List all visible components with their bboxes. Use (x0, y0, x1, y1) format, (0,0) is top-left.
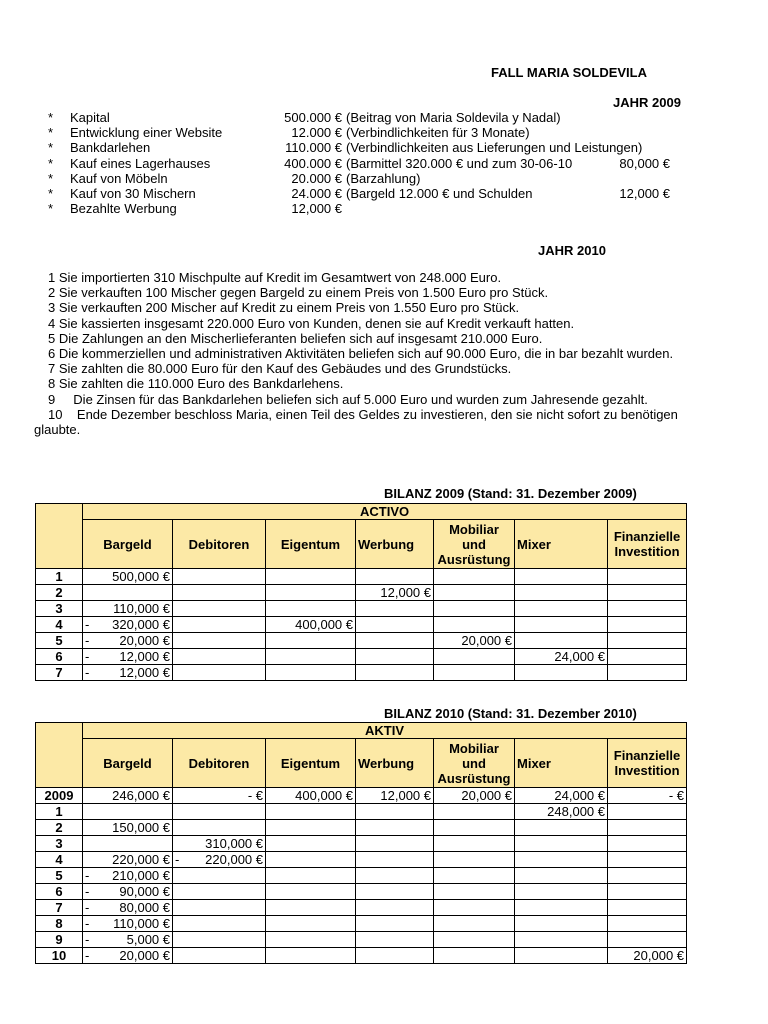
minus-sign: - (85, 868, 90, 883)
row-label: 1 (36, 804, 83, 820)
value-cell (434, 948, 515, 964)
value-cell (434, 868, 515, 884)
cell-value: 110,000 € (113, 916, 170, 931)
minus-sign: - (85, 916, 90, 931)
value-cell (83, 649, 173, 665)
column-header: Werbung (356, 520, 434, 569)
value-cell (83, 617, 173, 633)
item-amount: 20.000 € (291, 170, 342, 186)
cell-value: 20,000 € (461, 788, 512, 803)
cell-value: 150,000 € (112, 820, 170, 835)
item-note: (Verbindlichkeiten für 3 Monate) (346, 125, 530, 141)
minus-sign: - (85, 633, 90, 648)
item-amount: 110.000 € (285, 140, 342, 156)
value-cell (608, 932, 687, 948)
cell-value: 90,000 € (119, 884, 170, 899)
value-cell (83, 601, 173, 617)
item-amount: 12,000 € (291, 201, 342, 217)
column-header: Finanzielle Investition (608, 520, 687, 569)
bilanz-2009-caption: BILANZ 2009 (Stand: 31. Dezember 2009) (384, 486, 637, 501)
item-2009-row (0, 201, 768, 216)
value-cell (515, 884, 608, 900)
column-header: Bargeld (83, 739, 173, 788)
value-cell (434, 788, 515, 804)
value-cell (83, 884, 173, 900)
table-row (36, 601, 687, 617)
value-cell (356, 852, 434, 868)
value-cell (83, 569, 173, 585)
value-cell (608, 649, 687, 665)
cell-value: 320,000 € (112, 617, 170, 632)
item-2009-row (0, 171, 768, 186)
value-cell (356, 836, 434, 852)
event-2010-item: 8 Sie zahlten die 110.000 Euro des Bankdarlehens. (48, 376, 344, 392)
cell-value: 220,000 € (205, 852, 263, 867)
table-row (36, 836, 687, 852)
value-cell (173, 788, 266, 804)
value-cell (266, 617, 356, 633)
cell-value: 210,000 € (112, 868, 170, 883)
value-cell (515, 569, 608, 585)
item-bullet: * (48, 185, 54, 201)
value-cell (83, 932, 173, 948)
cell-value: 20,000 € (461, 633, 512, 648)
value-cell (434, 665, 515, 681)
event-2010-item: 5 Die Zahlungen an den Mischerlieferanten beliefen sich auf insgesamt 210.000 Euro. (48, 330, 543, 346)
value-cell (515, 868, 608, 884)
cell-value: 20,000 € (119, 633, 170, 648)
event-2010-item: 7 Sie zahlten die 80.000 Euro für den Kauf des Gebäudes und des Grundstücks. (48, 361, 512, 377)
item-label: Bankdarlehen (70, 140, 151, 156)
item-extra: 80,000 € (619, 155, 670, 171)
table-row (36, 633, 687, 649)
cell-value: 500,000 € (112, 569, 170, 584)
row-label: 6 (36, 884, 83, 900)
value-cell (515, 820, 608, 836)
item-note: (Barzahlung) (346, 170, 421, 186)
value-cell (83, 868, 173, 884)
cell-value: 24,000 € (554, 649, 605, 664)
value-cell (173, 633, 266, 649)
document-title: FALL MARIA SOLDEVILA (491, 65, 647, 80)
value-cell (83, 836, 173, 852)
column-header: Mixer (515, 520, 608, 569)
table-row (36, 649, 687, 665)
value-cell (434, 884, 515, 900)
row-label: 9 (36, 932, 83, 948)
bilanz-2010-table (35, 722, 687, 964)
item-note: (Verbindlichkeiten aus Lieferungen und Leistungen) (346, 140, 643, 156)
value-cell (515, 788, 608, 804)
column-header: Eigentum (266, 739, 356, 788)
value-cell (515, 900, 608, 916)
event-2010-item: 4 Sie kassierten insgesamt 220.000 Euro von Kunden, denen sie auf Kredit verkauft hatten. (48, 315, 575, 331)
value-cell (266, 649, 356, 665)
cell-value: 5,000 € (126, 932, 170, 947)
value-cell (608, 900, 687, 916)
item-amount: 12.000 € (291, 125, 342, 141)
cell-value: 220,000 € (112, 852, 170, 867)
item-2009-row (0, 110, 768, 125)
value-cell (266, 633, 356, 649)
minus-sign: - (85, 665, 90, 680)
minus-sign: - (85, 649, 90, 664)
table-row (36, 585, 687, 601)
cell-value: 248,000 € (547, 804, 605, 819)
value-cell (515, 601, 608, 617)
events-2010-list (34, 270, 724, 437)
value-cell (608, 948, 687, 964)
value-cell (83, 916, 173, 932)
value-cell (434, 820, 515, 836)
cell-value: 400,000 € (295, 617, 353, 632)
value-cell (434, 900, 515, 916)
row-label: 3 (36, 836, 83, 852)
value-cell (608, 884, 687, 900)
value-cell (515, 804, 608, 820)
item-2009-row (0, 125, 768, 140)
item-note: (Barmittel 320.000 € und zum 30-06-10 (346, 155, 573, 171)
table-row (36, 804, 687, 820)
cell-value: 12,000 € (119, 649, 170, 664)
value-cell (266, 788, 356, 804)
value-cell (608, 665, 687, 681)
value-cell (608, 836, 687, 852)
row-label: 1 (36, 569, 83, 585)
value-cell (266, 585, 356, 601)
value-cell (356, 868, 434, 884)
value-cell (266, 569, 356, 585)
column-header: Debitoren (173, 739, 266, 788)
event-2010-item: 10 Ende Dezember beschloss Maria, einen Teil des Geldes zu investieren, den sie nicht sofort zu benötigen glaubte. (34, 406, 682, 438)
value-cell (173, 884, 266, 900)
row-label: 10 (36, 948, 83, 964)
cell-value: 12,000 € (119, 665, 170, 680)
row-label: 6 (36, 649, 83, 665)
value-cell (266, 868, 356, 884)
column-header: Werbung (356, 739, 434, 788)
table-row (36, 884, 687, 900)
value-cell (356, 585, 434, 601)
value-cell (434, 852, 515, 868)
column-header-row (36, 739, 687, 788)
value-cell (173, 804, 266, 820)
value-cell (173, 585, 266, 601)
row-label: 2 (36, 820, 83, 836)
item-note: (Bargeld 12.000 € und Schulden (346, 185, 533, 201)
row-label: 3 (36, 601, 83, 617)
value-cell (515, 649, 608, 665)
value-cell (434, 617, 515, 633)
value-cell (83, 804, 173, 820)
row-label: 8 (36, 916, 83, 932)
value-cell (356, 948, 434, 964)
value-cell (356, 569, 434, 585)
value-cell (515, 836, 608, 852)
item-2009-row (0, 156, 768, 171)
value-cell (173, 948, 266, 964)
group-header-row (36, 504, 687, 520)
value-cell (266, 916, 356, 932)
value-cell (356, 788, 434, 804)
value-cell (515, 633, 608, 649)
value-cell (515, 852, 608, 868)
event-2010-item: 1 Sie importierten 310 Mischpulte auf Kredit im Gesamtwert von 248.000 Euro. (48, 270, 502, 285)
value-cell (608, 569, 687, 585)
value-cell (515, 617, 608, 633)
table-row (36, 820, 687, 836)
value-cell (434, 569, 515, 585)
value-cell (515, 948, 608, 964)
value-cell (173, 601, 266, 617)
item-label: Kapital (70, 110, 110, 125)
value-cell (173, 916, 266, 932)
table-row (36, 916, 687, 932)
item-label: Kauf von 30 Mischern (70, 185, 196, 201)
items-2009-list (0, 110, 768, 216)
column-header: Debitoren (173, 520, 266, 569)
value-cell (434, 932, 515, 948)
item-note: (Beitrag von Maria Soldevila y Nadal) (346, 110, 561, 125)
value-cell (608, 633, 687, 649)
item-amount: 24.000 € (291, 185, 342, 201)
column-header: Mobiliar und Ausrüstung (434, 520, 515, 569)
group-header: ACTIVO (83, 504, 687, 520)
value-cell (434, 585, 515, 601)
cell-value: 20,000 € (633, 948, 685, 963)
value-cell (83, 852, 173, 868)
column-header: Mobiliar und Ausrüstung (434, 739, 515, 788)
value-cell (515, 916, 608, 932)
minus-sign: - (85, 884, 90, 899)
column-header: Finanzielle Investition (608, 739, 687, 788)
item-bullet: * (48, 125, 54, 141)
value-cell (83, 820, 173, 836)
value-cell (266, 900, 356, 916)
value-cell (173, 852, 266, 868)
table-row (36, 569, 687, 585)
value-cell (515, 585, 608, 601)
item-label: Entwicklung einer Website (70, 125, 223, 141)
value-cell (608, 788, 687, 804)
cell-value: 20,000 € (119, 948, 170, 963)
value-cell (173, 868, 266, 884)
event-2010-item: 2 Sie verkauften 100 Mischer gegen Bargeld zu einem Preis von 1.500 Euro pro Stück. (48, 285, 549, 301)
row-label: 5 (36, 633, 83, 649)
item-bullet: * (48, 170, 54, 186)
value-cell (266, 836, 356, 852)
cell-value: 12,000 € (380, 585, 431, 600)
value-cell (434, 633, 515, 649)
value-cell (356, 820, 434, 836)
cell-value: 24,000 € (554, 788, 605, 803)
value-cell (608, 617, 687, 633)
row-label: 4 (36, 617, 83, 633)
value-cell (434, 836, 515, 852)
item-2009-row (0, 186, 768, 201)
column-header: Bargeld (83, 520, 173, 569)
value-cell (83, 788, 173, 804)
value-cell (515, 665, 608, 681)
event-2010-item: 6 Die kommerziellen und administrativen Aktivitäten beliefen sich auf 90.000 Euro, die in bar bezahlt wurden. (48, 346, 674, 362)
value-cell (608, 852, 687, 868)
column-header: Eigentum (266, 520, 356, 569)
value-cell (83, 665, 173, 681)
value-cell (434, 601, 515, 617)
corner-cell (36, 504, 83, 569)
table-row (36, 932, 687, 948)
minus-sign: - (85, 948, 90, 963)
value-cell (434, 649, 515, 665)
bilanz-2010-caption: BILANZ 2010 (Stand: 31. Dezember 2010) (384, 706, 637, 721)
value-cell (356, 916, 434, 932)
item-amount: 400.000 € (284, 155, 342, 171)
bilanz-2009-table (35, 503, 687, 681)
value-cell (83, 900, 173, 916)
cell-value: 12,000 € (380, 788, 431, 803)
table-row (36, 617, 687, 633)
item-bullet: * (48, 140, 54, 156)
value-cell (173, 932, 266, 948)
item-label: Kauf eines Lagerhauses (70, 155, 211, 171)
table-row (36, 900, 687, 916)
table-row (36, 852, 687, 868)
value-cell (356, 665, 434, 681)
value-cell (356, 601, 434, 617)
table-row (36, 665, 687, 681)
value-cell (608, 804, 687, 820)
year-2009-heading: JAHR 2009 (613, 95, 681, 110)
value-cell (266, 601, 356, 617)
value-cell (608, 820, 687, 836)
value-cell (83, 948, 173, 964)
value-cell (356, 649, 434, 665)
value-cell (356, 617, 434, 633)
value-cell (173, 836, 266, 852)
value-cell (266, 665, 356, 681)
minus-sign: - (85, 900, 90, 915)
table-row (36, 868, 687, 884)
value-cell (515, 932, 608, 948)
row-label: 7 (36, 900, 83, 916)
value-cell (266, 932, 356, 948)
group-header-row (36, 723, 687, 739)
value-cell (266, 948, 356, 964)
value-cell (356, 633, 434, 649)
item-extra: 12,000 € (619, 185, 670, 201)
cell-value: 400,000 € (295, 788, 353, 803)
item-bullet: * (48, 110, 54, 125)
row-label: 7 (36, 665, 83, 681)
value-cell (266, 884, 356, 900)
row-label: 2009 (36, 788, 83, 804)
column-header-row (36, 520, 687, 569)
value-cell (83, 585, 173, 601)
cell-value: 110,000 € (113, 601, 170, 616)
row-label: 5 (36, 868, 83, 884)
value-cell (608, 916, 687, 932)
value-cell (356, 900, 434, 916)
value-cell (356, 884, 434, 900)
value-cell (434, 804, 515, 820)
event-2010-item: 9 Die Zinsen für das Bankdarlehen beliefen sich auf 5.000 Euro und wurden zum Jahresende gezahlt. (48, 391, 648, 407)
value-cell (173, 665, 266, 681)
value-cell (356, 804, 434, 820)
value-cell (608, 585, 687, 601)
item-label: Kauf von Möbeln (70, 170, 168, 186)
value-cell (173, 617, 266, 633)
event-2010-item: 3 Sie verkauften 200 Mischer auf Kredit zu einem Preis von 1.550 Euro pro Stück. (48, 300, 520, 316)
item-amount: 500.000 € (284, 110, 342, 125)
table-row (36, 788, 687, 804)
value-cell (608, 868, 687, 884)
item-label: Bezahlte Werbung (70, 201, 177, 217)
value-cell (266, 852, 356, 868)
item-bullet: * (48, 201, 54, 217)
table-row (36, 948, 687, 964)
cell-value: 246,000 € (112, 788, 170, 803)
value-cell (173, 820, 266, 836)
cell-value: - € (668, 788, 685, 803)
value-cell (434, 916, 515, 932)
value-cell (266, 804, 356, 820)
cell-value: - € (247, 788, 263, 803)
value-cell (266, 820, 356, 836)
column-header: Mixer (515, 739, 608, 788)
item-2009-row (0, 140, 768, 155)
year-2010-heading: JAHR 2010 (538, 243, 606, 258)
value-cell (608, 601, 687, 617)
value-cell (173, 569, 266, 585)
minus-sign: - (175, 852, 180, 867)
minus-sign: - (85, 617, 90, 632)
row-label: 2 (36, 585, 83, 601)
row-label: 4 (36, 852, 83, 868)
corner-cell (36, 723, 83, 788)
item-bullet: * (48, 155, 54, 171)
cell-value: 80,000 € (119, 900, 170, 915)
group-header: AKTIV (83, 723, 687, 739)
minus-sign: - (85, 932, 90, 947)
value-cell (173, 649, 266, 665)
value-cell (173, 900, 266, 916)
value-cell (83, 633, 173, 649)
cell-value: 310,000 € (205, 836, 263, 851)
value-cell (356, 932, 434, 948)
